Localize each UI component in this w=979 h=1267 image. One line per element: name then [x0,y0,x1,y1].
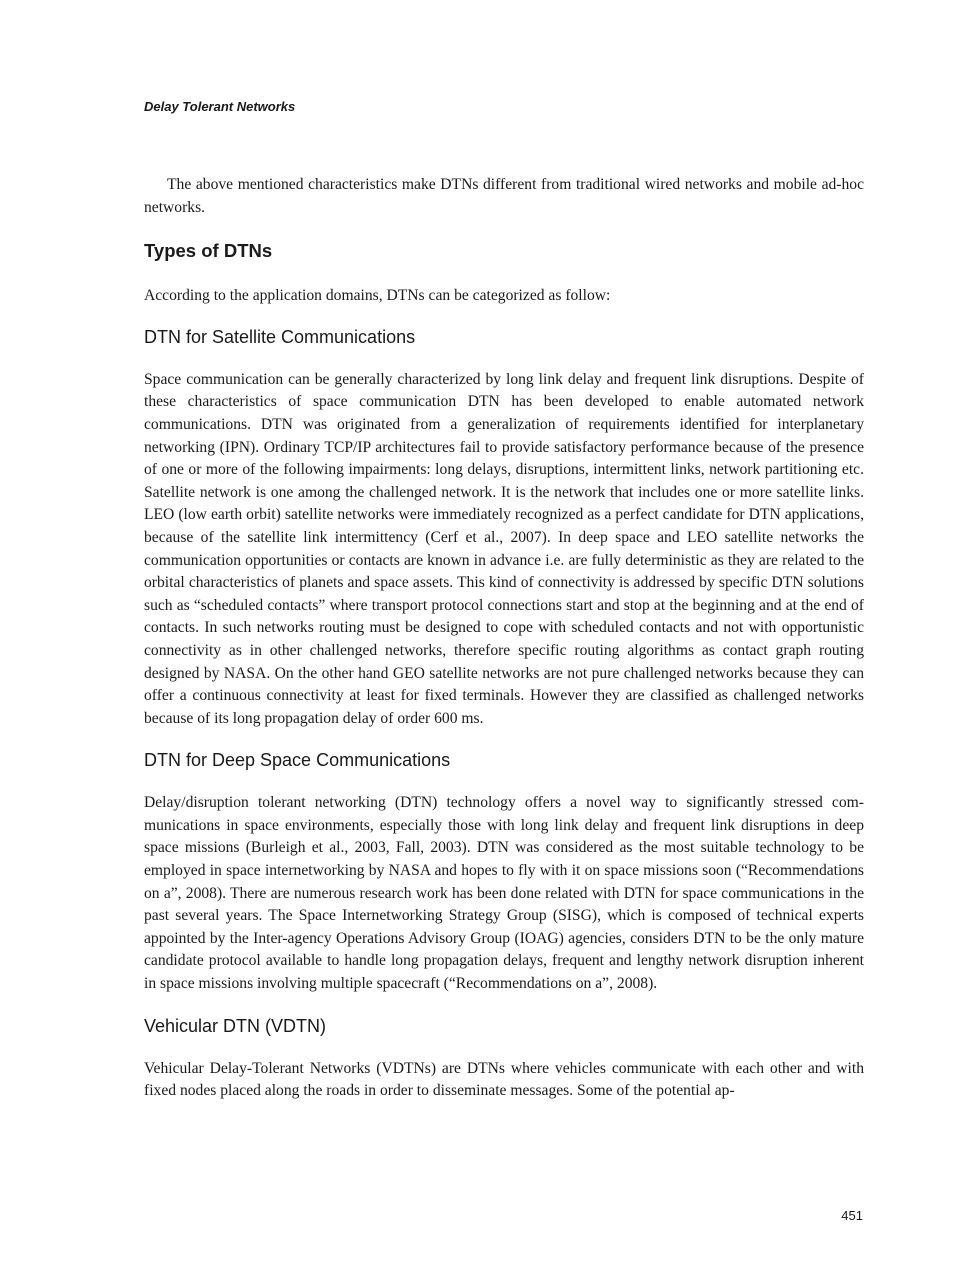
running-head: Delay Tolerant Networks [144,99,296,114]
section-intro: According to the application domains, DTNs can be categorized as follow: [144,287,611,305]
section-heading: Types of DTNs [144,240,273,262]
subsection-heading-deep-space: DTN for Deep Space Communications [144,750,451,771]
page-content [144,174,864,1103]
subsection-text-vehicular: Vehicular Delay-Tolerant Networks (VDTNs) are DTNs where vehicles communicate with each other and with fixed nodes placed along the roads in order to disseminate messages. Some of the potential ap- [144,1059,864,1100]
subsection-text-satellite: Space communication can be generally characterized by long link delay and frequent link disruptions. Despite of these characteristics of space communication DTN has been developed to enable automated network communications. DTN was originated from a generalization of requirements identified for interplanetary networking (IPN). Ordinary TCP/IP architectures fail to provide satisfactory performance because of the presence of one or more of the following impairments: long delays, disruptions, intermittent links, network partitioning etc. Satellite network is one among the challenged network. It is the network that includes one or more satellite links. LEO (low earth orbit) satellite networks were immediately recognized as a perfect candidate for DTN applications, because of the satellite link intermittency (Cerf et al., 2007). In deep space and LEO satellite networks the communication opportunities or contacts are known in advance i.e. are fully deterministic as they are related to the orbital characteristics of planets and space assets. This kind of connectivity is addressed by specific DTN solutions such as “scheduled contacts” where transport protocol connections start and stop at the beginning and at the end of contacts. In such networks routing must be designed to cope with scheduled contacts and not with opportunistic connectivity as in other challenged networks, therefore specific routing algorithms as contact graph routing designed by NASA. On the other hand GEO satellite networks are not pure challenged networks because they can offer a continuous connectivity at least for fixed terminals. However they are classified as challenged networks because of its long propagation delay of order 600 ms. [144,370,864,727]
subsection-text-deep-space: Delay/disruption tolerant networking (DTN) technology offers a novel way to significantly stressed communications in space environments, especially those with long link delay and frequent link disruptions in deep space missions (Burleigh et al., 2003, Fall, 2003). DTN was considered as the most suitable technology to be employed in space internetworking by NASA and hopes to fly with it on space missions soon (“Recommendations on a”, 2008). There are numerous research work has been done related with DTN for space communications in the past several years. The Space Internetworking Strategy Group (SISG), which is composed of technical experts appointed by the Inter-agency Operations Advisory Group (IOAG) agencies, considers DTN to be the only mature candidate protocol available to handle long propagation delays, frequent and lengthy network disruption inherent in space missions involving multiple spacecraft (“Recommendations on a”, 2008). [144,794,864,993]
subsection-heading-satellite: DTN for Satellite Communications [144,326,416,347]
page-number: 451 [841,1208,863,1223]
intro-paragraph: The above mentioned characteristics make DTNs different from traditional wired networks and mobile ad-hoc networks. [144,176,864,216]
subsection-heading-vehicular: Vehicular DTN (VDTN) [144,1015,327,1036]
